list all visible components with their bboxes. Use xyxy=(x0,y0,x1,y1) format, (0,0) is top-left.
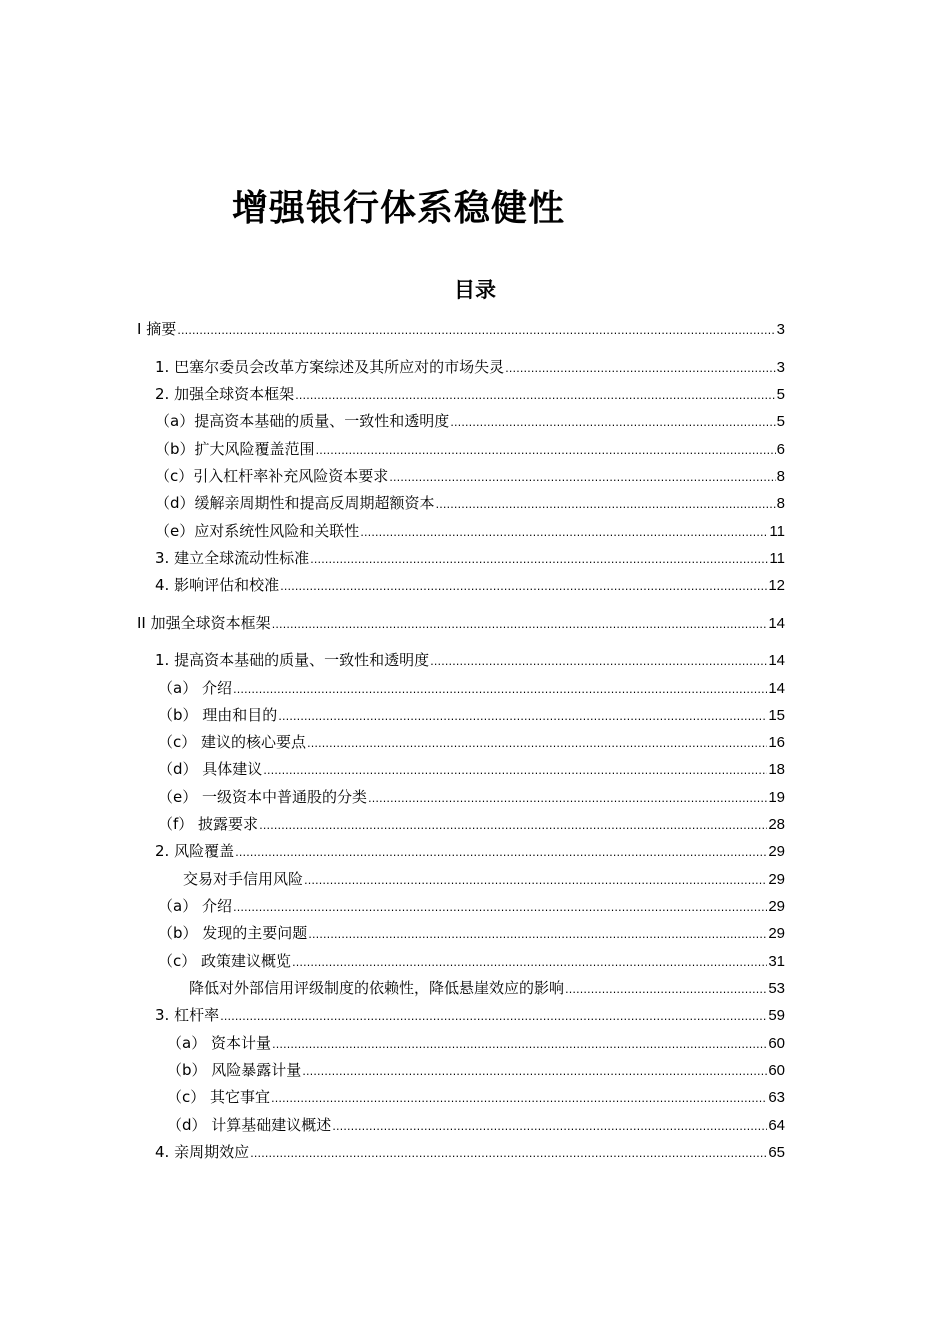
toc-entry[interactable] xyxy=(155,1141,785,1163)
toc-entry-text: （c） 政策建议概览 xyxy=(158,952,292,970)
toc-entry-text: （b） 理由和目的 xyxy=(158,706,278,724)
toc-page-number: 60 xyxy=(768,1062,785,1079)
toc-page-number: 59 xyxy=(768,1007,785,1024)
toc-page-number: 5 xyxy=(776,386,785,403)
toc-dot-leader xyxy=(304,870,767,892)
toc-page-number: 29 xyxy=(768,898,785,915)
toc-entry[interactable] xyxy=(137,612,785,634)
toc-entry-text: 2. 加强全球资本框架 xyxy=(155,385,295,403)
toc-dot-leader xyxy=(565,979,767,1001)
toc-dot-leader xyxy=(436,494,776,516)
toc-dot-leader xyxy=(177,320,775,342)
toc-entry-text: （d）缓解亲周期性和提高反周期超额资本 xyxy=(155,494,435,512)
document-title: 增强银行体系稳健性 xyxy=(232,188,566,229)
toc-entry-text: （e） 一级资本中普通股的分类 xyxy=(158,788,367,806)
toc-entry[interactable] xyxy=(155,649,785,671)
toc-dot-leader xyxy=(332,1116,767,1138)
toc-entry-text: 3. 建立全球流动性标准 xyxy=(155,549,310,567)
toc-entry-text: 降低对外部信用评级制度的依赖性，降低悬崖效应的影响 xyxy=(189,979,565,997)
toc-entry[interactable] xyxy=(155,840,785,862)
toc-dot-leader xyxy=(271,1088,767,1110)
toc-page-number: 31 xyxy=(768,953,785,970)
toc-entry[interactable] xyxy=(158,677,785,699)
toc-entry-text: （b） 风险暴露计量 xyxy=(167,1061,302,1079)
toc-entry[interactable] xyxy=(158,786,785,808)
toc-entry[interactable] xyxy=(155,356,785,378)
toc-page-number: 12 xyxy=(768,577,785,594)
toc-dot-leader xyxy=(233,897,767,919)
toc-dot-leader xyxy=(389,467,775,489)
toc-page-number: 18 xyxy=(768,761,785,778)
toc-page-number: 28 xyxy=(768,816,785,833)
toc-entry-text: 3. 杠杆率 xyxy=(155,1006,220,1024)
toc-entry[interactable] xyxy=(158,731,785,753)
toc-entry-text: （d） 计算基础建议概述 xyxy=(167,1116,332,1134)
toc-dot-leader xyxy=(250,1143,767,1165)
toc-heading: 目录 xyxy=(454,278,496,302)
toc-dot-leader xyxy=(259,815,767,837)
toc-page-number: 16 xyxy=(768,734,785,751)
toc-page-number: 15 xyxy=(768,707,785,724)
toc-page-number: 64 xyxy=(768,1117,785,1134)
toc-page-number: 63 xyxy=(768,1089,785,1106)
toc-page-number: 29 xyxy=(768,843,785,860)
toc-dot-leader xyxy=(272,1034,767,1056)
toc-page-number: 53 xyxy=(768,980,785,997)
toc-dot-leader xyxy=(233,679,767,701)
toc-entry-text: （c） 建议的核心要点 xyxy=(158,733,307,751)
toc-dot-leader xyxy=(280,576,767,598)
toc-page-number: 6 xyxy=(776,441,785,458)
toc-entry-text: （e）应对系统性风险和关联性 xyxy=(155,522,360,540)
toc-dot-leader xyxy=(220,1006,767,1028)
toc-entry-text: （b）扩大风险覆盖范围 xyxy=(155,440,315,458)
toc-entry[interactable] xyxy=(155,383,785,405)
toc-page-number: 11 xyxy=(769,550,785,567)
toc-dot-leader xyxy=(430,651,767,673)
toc-entry[interactable] xyxy=(155,574,785,596)
toc-dot-leader xyxy=(278,706,767,728)
toc-dot-leader xyxy=(450,412,775,434)
toc-entry[interactable] xyxy=(155,438,785,460)
toc-dot-leader xyxy=(263,760,767,782)
toc-page-number: 29 xyxy=(768,925,785,942)
toc-entry-text: （d） 具体建议 xyxy=(158,760,263,778)
toc-page-number: 65 xyxy=(768,1144,785,1161)
toc-dot-leader xyxy=(505,358,776,380)
toc-page-number: 3 xyxy=(776,321,785,338)
toc-entry-text: 4. 亲周期效应 xyxy=(155,1143,250,1161)
toc-page-number: 14 xyxy=(768,652,785,669)
toc-entry[interactable] xyxy=(158,895,785,917)
toc-page-number: 14 xyxy=(768,680,785,697)
toc-entry-text: （a）提高资本基础的质量、一致性和透明度 xyxy=(155,412,450,430)
toc-page-number: 14 xyxy=(768,615,785,632)
toc-dot-leader xyxy=(235,842,767,864)
toc-entry-text: 交易对手信用风险 xyxy=(183,870,304,888)
toc-entry-text: （c） 其它事宜 xyxy=(167,1088,271,1106)
toc-entry-text: 1. 提高资本基础的质量、一致性和透明度 xyxy=(155,651,430,669)
toc-page-number: 19 xyxy=(768,789,785,806)
toc-page-number: 11 xyxy=(769,523,785,540)
toc-entry-text: （c）引入杠杆率补充风险资本要求 xyxy=(155,467,389,485)
toc-entry[interactable] xyxy=(167,1086,785,1108)
toc-entry[interactable] xyxy=(155,465,785,487)
toc-entry-text: （b） 发现的主要问题 xyxy=(158,924,308,942)
toc-page-number: 5 xyxy=(776,413,785,430)
toc-entry[interactable] xyxy=(189,977,785,999)
toc-page-number: 3 xyxy=(776,359,785,376)
toc-dot-leader xyxy=(302,1061,767,1083)
toc-dot-leader xyxy=(272,614,768,636)
toc-entry[interactable] xyxy=(158,813,785,835)
toc-page-number: 8 xyxy=(776,468,785,485)
toc-dot-leader xyxy=(292,952,767,974)
toc-dot-leader xyxy=(310,549,768,571)
toc-entry[interactable] xyxy=(167,1032,785,1054)
toc-entry[interactable] xyxy=(167,1114,785,1136)
toc-entry[interactable] xyxy=(155,492,785,514)
toc-dot-leader xyxy=(368,788,767,810)
toc-entry-text: （a） 资本计量 xyxy=(167,1034,271,1052)
toc-page-number: 60 xyxy=(768,1035,785,1052)
toc-entry[interactable] xyxy=(183,868,785,890)
toc-entry-text: （a） 介绍 xyxy=(158,679,232,697)
toc-dot-leader xyxy=(307,733,767,755)
toc-entry[interactable] xyxy=(155,410,785,432)
toc-entry-text: 4. 影响评估和校准 xyxy=(155,576,280,594)
toc-entry[interactable] xyxy=(167,1059,785,1081)
toc-entry[interactable] xyxy=(155,547,785,569)
toc-dot-leader xyxy=(360,522,768,544)
toc-dot-leader xyxy=(308,924,767,946)
toc-entry[interactable] xyxy=(155,1004,785,1026)
toc-dot-leader xyxy=(295,385,776,407)
toc-entry-text: （f） 披露要求 xyxy=(158,815,259,833)
toc-page-number: 8 xyxy=(776,495,785,512)
toc-page-number: 29 xyxy=(768,871,785,888)
toc-entry-text: II 加强全球资本框架 xyxy=(137,614,271,632)
toc-entry-text: （a） 介绍 xyxy=(158,897,232,915)
toc-entry[interactable] xyxy=(158,704,785,726)
toc-entry-text: 1. 巴塞尔委员会改革方案综述及其所应对的市场失灵 xyxy=(155,358,505,376)
toc-entry[interactable] xyxy=(158,758,785,780)
toc-entry[interactable] xyxy=(158,922,785,944)
toc-entry-text: I 摘要 xyxy=(137,320,177,338)
toc-entry[interactable] xyxy=(137,318,785,340)
toc-entry-text: 2. 风险覆盖 xyxy=(155,842,235,860)
toc-dot-leader xyxy=(316,440,776,462)
toc-entry[interactable] xyxy=(158,950,785,972)
toc-entry[interactable] xyxy=(155,520,785,542)
